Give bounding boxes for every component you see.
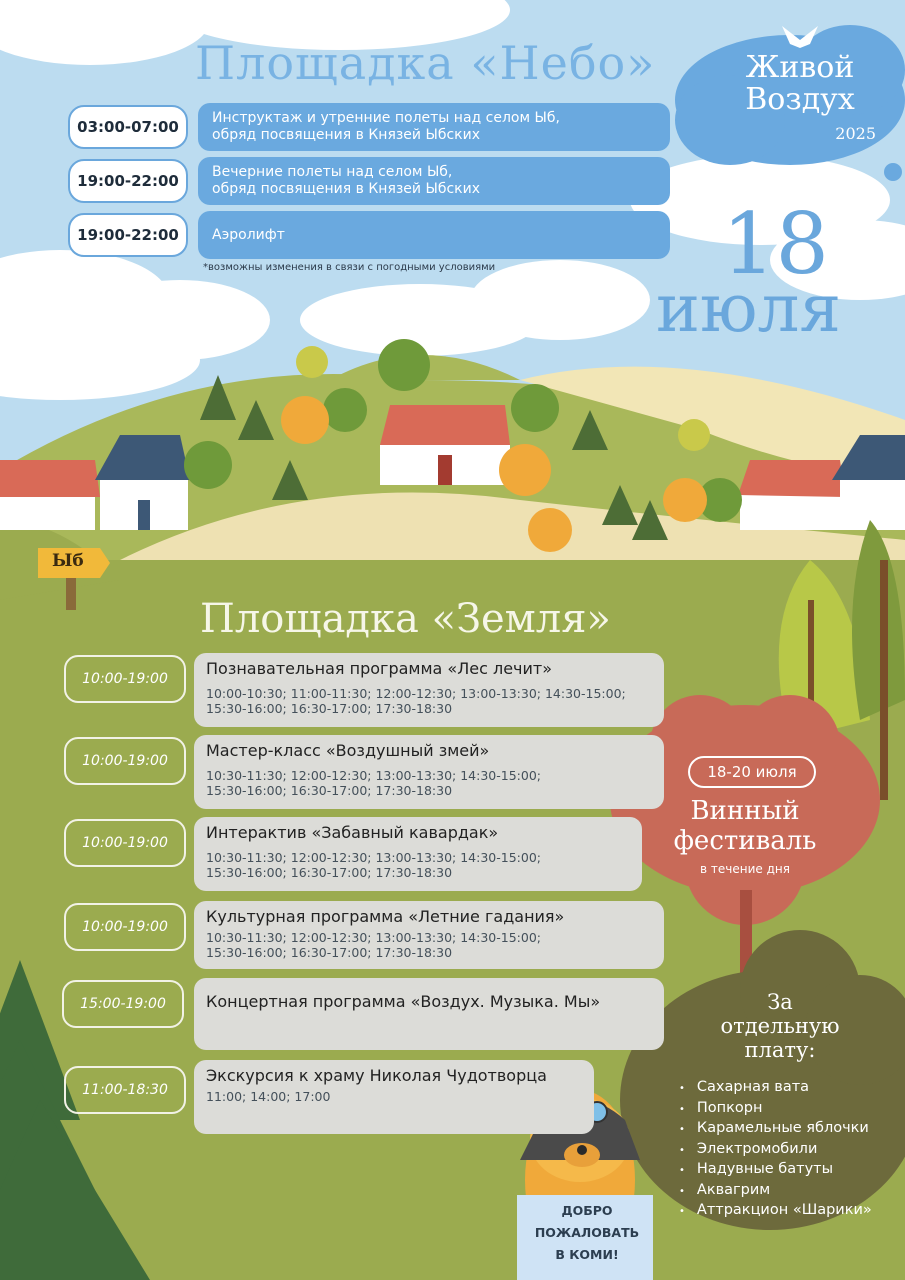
earth-row-slots xyxy=(206,768,652,798)
earth-row-slots-line1: 10:30-11:30; 12:00-12:30; 13:00-13:30; 14:30-15:00; xyxy=(206,850,541,865)
welcome-sign xyxy=(520,1200,654,1266)
list-item: • Аквагрим xyxy=(679,1181,872,1202)
earth-row-time: 10:00-19:00 xyxy=(64,737,186,785)
earth-row-name: Мастер-класс «Воздушный змей» xyxy=(206,741,490,760)
earth-row-slots-line2: 15:30-16:00; 16:30-17:00; 17:30-18:30 xyxy=(206,783,453,798)
extra-paid-list xyxy=(679,1078,872,1222)
list-item: • Электромобили xyxy=(679,1140,872,1161)
earth-row-time: 10:00-19:00 xyxy=(64,819,186,867)
logo-year: 2025 xyxy=(835,124,876,143)
earth-row-slots xyxy=(206,686,652,716)
wine-festival-note: в течение дня xyxy=(700,862,790,876)
sky-row-time: 19:00-22:00 xyxy=(68,159,188,203)
sky-schedule-row xyxy=(68,157,670,205)
list-item: • Попкорн xyxy=(679,1099,872,1120)
welcome-sign-line1: ДОБРО xyxy=(561,1203,613,1218)
list-item: • Аттракцион «Шарики» xyxy=(679,1201,872,1222)
sky-schedule-row xyxy=(68,103,670,151)
sky-row-line2: обряд посвящения в Князей Ыбских xyxy=(212,127,480,143)
earth-row-description xyxy=(194,653,664,727)
earth-row-time: 10:00-19:00 xyxy=(64,655,186,703)
list-item: • Сахарная вата xyxy=(679,1078,872,1099)
logo-line1: Живой xyxy=(745,50,855,85)
sky-row-line1: Вечерние полеты над селом Ыб, xyxy=(212,164,453,180)
earth-row-time: 10:00-19:00 xyxy=(64,903,186,951)
weather-note: *возможны изменения в связи с погодными условиями xyxy=(203,262,496,273)
sky-row-time: 03:00-07:00 xyxy=(68,105,188,149)
list-item: • Надувные батуты xyxy=(679,1160,872,1181)
earth-row-slots xyxy=(206,930,652,960)
sky-row-line1: Аэролифт xyxy=(212,226,285,243)
extra-paid-heading-line1: За xyxy=(767,990,793,1014)
earth-row-time: 11:00-18:30 xyxy=(64,1066,186,1114)
wine-festival-dates: 18-20 июля xyxy=(688,756,816,788)
sky-section-title: Площадка «Небо» xyxy=(195,36,656,90)
earth-row-slots xyxy=(206,850,630,880)
earth-row-slots-line2: 15:30-16:00; 16:30-17:00; 17:30-18:30 xyxy=(206,701,453,716)
sky-row-time: 19:00-22:00 xyxy=(68,213,188,257)
wine-festival-card xyxy=(610,700,880,900)
earth-row-name: Интерактив «Забавный кавардак» xyxy=(206,823,499,842)
sky-row-description xyxy=(198,103,670,151)
earth-section-title: Площадка «Земля» xyxy=(200,596,611,642)
earth-row-slots-line1: 10:30-11:30; 12:00-12:30; 13:00-13:30; 14:30-15:00; xyxy=(206,768,541,783)
earth-row-slots-line1: 10:30-11:30; 12:00-12:30; 13:00-13:30; 14:30-15:00; xyxy=(206,930,541,945)
wine-festival-title-line2: фестиваль xyxy=(673,826,817,856)
earth-row-slots-line1: 11:00; 14:00; 17:00 xyxy=(206,1089,331,1104)
wine-festival-title xyxy=(610,796,880,856)
festival-logo xyxy=(730,50,876,143)
earth-row-slots xyxy=(206,1089,582,1104)
earth-row-name: Концертная программа «Воздух. Музыка. Мы» xyxy=(206,992,601,1011)
date-month: июля xyxy=(656,270,842,347)
earth-row-slots-line2: 15:30-16:00; 16:30-17:00; 17:30-18:30 xyxy=(206,865,453,880)
list-item: • Карамельные яблочки xyxy=(679,1119,872,1140)
earth-row-description xyxy=(194,978,664,1050)
sky-row-description xyxy=(198,211,670,259)
sky-row-line1: Инструктаж и утренние полеты над селом Ыб, xyxy=(212,110,560,126)
earth-row-description xyxy=(194,1060,594,1134)
sky-row-line2: обряд посвящения в Князей Ыбских xyxy=(212,181,480,197)
welcome-sign-line3: В КОМИ! xyxy=(555,1247,619,1262)
earth-row-description xyxy=(194,817,642,891)
village-sign-label: Ыб xyxy=(52,551,84,571)
sky-schedule-row xyxy=(68,211,670,259)
logo-line2: Воздух xyxy=(745,82,855,117)
earth-row-time: 15:00-19:00 xyxy=(62,980,184,1028)
extra-paid-heading-line3: плату: xyxy=(744,1038,816,1062)
extra-paid-heading xyxy=(695,990,865,1062)
earth-row-name: Экскурсия к храму Николая Чудотворца xyxy=(206,1066,547,1085)
earth-row-name: Познавательная программа «Лес лечит» xyxy=(206,659,553,678)
sky-row-description xyxy=(198,157,670,205)
earth-row-slots-line2: 15:30-16:00; 16:30-17:00; 17:30-18:30 xyxy=(206,945,453,960)
earth-row-description xyxy=(194,735,664,809)
earth-row-slots-line1: 10:00-10:30; 11:00-11:30; 12:00-12:30; 13:00-13:30; 14:30-15:00; xyxy=(206,686,626,701)
village-sign xyxy=(40,545,110,579)
earth-row-description xyxy=(194,901,664,969)
earth-row-name: Культурная программа «Летние гадания» xyxy=(206,907,565,926)
welcome-sign-line2: ПОЖАЛОВАТЬ xyxy=(534,1225,640,1240)
date-day: 18 xyxy=(722,195,829,293)
wine-festival-title-line1: Винный xyxy=(690,796,800,826)
bird-icon xyxy=(780,16,820,50)
extra-paid-heading-line2: отдельную xyxy=(720,1014,840,1038)
